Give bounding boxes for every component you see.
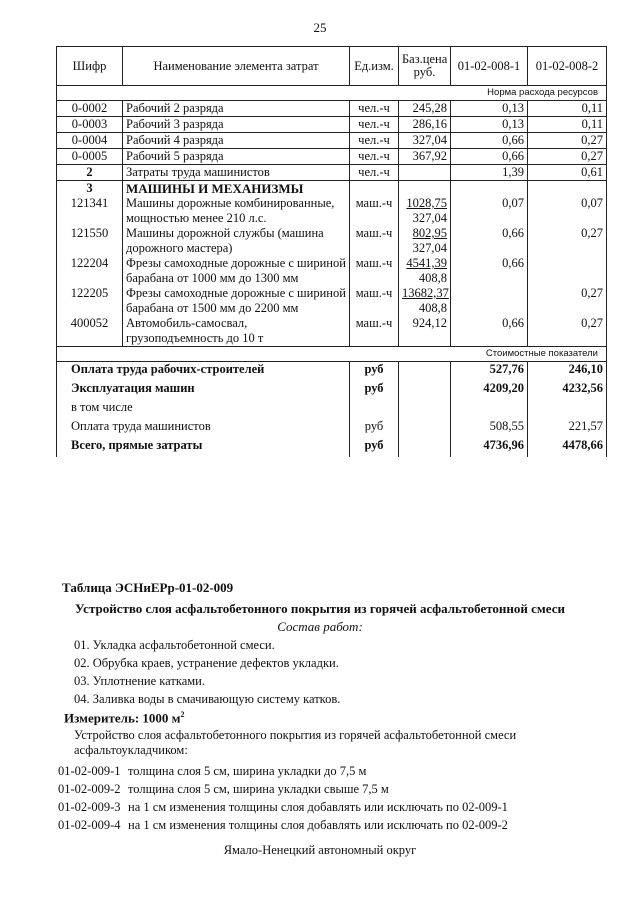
variant-row (58, 818, 508, 833)
table-cell: 0,66 (451, 149, 528, 165)
price-main: 924,12 (412, 316, 447, 330)
table-cell: 0,11 (528, 101, 607, 117)
table-cell: Машины дорожной службы (машина дорожного мастера) (123, 226, 350, 256)
table-row (57, 438, 607, 457)
table-cell: 3 (57, 181, 123, 197)
table-cell: 0,07 (528, 196, 607, 226)
measure-label: Измеритель: 1000 м (64, 710, 181, 726)
table-cell: руб (350, 438, 399, 457)
labor-rows (57, 101, 607, 165)
table-cell: 0-0004 (57, 133, 123, 149)
table-cell (528, 181, 607, 197)
table-cell: 0-0002 (57, 101, 123, 117)
table-title: Таблица ЭСНиЕРр-01-02-009 (62, 580, 234, 595)
header-code: Шифр (57, 47, 123, 86)
section-norms: Норма расхода ресурсов (57, 86, 607, 101)
price-secondary: 327,04 (412, 241, 447, 255)
variant-code: 01-02-009-1 (58, 764, 121, 778)
table-cell: в том числе (57, 400, 350, 419)
table-cell (451, 286, 528, 316)
header-col1: 01-02-008-1 (451, 47, 528, 86)
table-cell: Рабочий 2 разряда (123, 101, 350, 117)
table-cell: Фрезы самоходные дорожные с шириной барабана от 1500 мм до 2200 мм (123, 286, 350, 316)
table-row (57, 117, 607, 133)
table-cell (399, 256, 451, 286)
variant-code: 01-02-009-4 (58, 818, 121, 832)
table-cell: Рабочий 5 разряда (123, 149, 350, 165)
table-cell: 0,66 (451, 256, 528, 286)
work-item: 01. Укладка асфальтобетонной смеси. (74, 638, 275, 652)
price-secondary: 408,8 (418, 271, 447, 285)
table-cell: 0,66 (451, 133, 528, 149)
table-cell: 122204 (57, 256, 123, 286)
table-cell: 0,11 (528, 117, 607, 133)
table-cell: 0,27 (528, 149, 607, 165)
price-secondary: 408,8 (418, 301, 447, 315)
table-cell: 0,27 (528, 133, 607, 149)
table-row (57, 101, 607, 117)
table-row (57, 381, 607, 400)
table-row (57, 286, 607, 316)
work-item: 04. Заливка воды в смачивающую систему катков. (74, 692, 341, 706)
table-cell: 367,92 (399, 149, 451, 165)
table-cell: руб (350, 381, 399, 400)
table-cell: чел.-ч (350, 133, 399, 149)
description: Устройство слоя асфальтобетонного покрытия из горячей асфальтобетонной смеси асфальтоукладчиком: (74, 728, 517, 757)
variant-text: толщина слоя 5 см, ширина укладки до 7,5 м (128, 764, 367, 778)
table-cell: 527,76 (451, 362, 528, 381)
table-cell: 246,10 (528, 362, 607, 381)
table-cell: 0,61 (528, 165, 607, 181)
table-cell (350, 181, 399, 197)
variant-code: 01-02-009-2 (58, 782, 121, 796)
table-cell: 286,16 (399, 117, 451, 133)
machine-rows (57, 196, 607, 347)
work-item: 02. Обрубка краев, устранение дефектов укладки. (74, 656, 339, 670)
price-main: 13682,37 (402, 286, 449, 300)
table-cell: 4736,96 (451, 438, 528, 457)
table-cell: 0-0005 (57, 149, 123, 165)
table-cell: 0,13 (451, 117, 528, 133)
table-cell (399, 438, 451, 457)
table-cell (399, 316, 451, 347)
table-cell (399, 381, 451, 400)
table-cell: чел.-ч (350, 101, 399, 117)
table-cell: 0,27 (528, 226, 607, 256)
table-cell (399, 286, 451, 316)
page-number: 25 (313, 20, 327, 35)
work-item: 03. Уплотнение катками. (74, 674, 205, 688)
table-row (57, 400, 607, 419)
table-cell (399, 400, 451, 419)
table-cell: маш.-ч (350, 286, 399, 316)
table-cell: 122205 (57, 286, 123, 316)
variant-row (58, 764, 366, 779)
price-main: 4541,39 (406, 256, 447, 270)
table-cell: 0,27 (528, 316, 607, 347)
table-cell: 4209,20 (451, 381, 528, 400)
section-cost: Стоимостные показатели (57, 347, 607, 362)
table-cell: Эксплуатация машин (57, 381, 350, 400)
cost-rows (57, 362, 607, 457)
variant-text: толщина слоя 5 см, ширина укладки свыше 7,5 м (128, 782, 389, 796)
price-main: 1028,75 (406, 196, 447, 210)
table-cell: 0,66 (451, 316, 528, 347)
table-cell: 508,55 (451, 419, 528, 438)
table-cell (399, 226, 451, 256)
table-row (57, 362, 607, 381)
table-row (57, 256, 607, 286)
table-cell: чел.-ч (350, 165, 399, 181)
table-cell (350, 400, 399, 419)
table-cell: маш.-ч (350, 256, 399, 286)
machines-header-row (57, 181, 607, 197)
table-cell (399, 196, 451, 226)
table-cell: Затраты труда машинистов (123, 165, 350, 181)
price-main: 802,95 (412, 226, 447, 240)
variant-code: 01-02-009-3 (58, 800, 121, 814)
table-cell: маш.-ч (350, 196, 399, 226)
table-cell: Фрезы самоходные дорожные с шириной барабана от 1000 мм до 1300 мм (123, 256, 350, 286)
table-cell: маш.-ч (350, 226, 399, 256)
table-cell: 4232,56 (528, 381, 607, 400)
table-cell (528, 400, 607, 419)
header-name: Наименование элемента затрат (123, 47, 350, 86)
header-price: Баз.цена руб. (399, 47, 451, 86)
table-row (57, 149, 607, 165)
table-cell: Машины дорожные комбинированные, мощностью менее 210 л.с. (123, 196, 350, 226)
table-cell: Оплата труда машинистов (57, 419, 350, 438)
measure-unit (64, 710, 185, 726)
variant-text: на 1 см изменения толщины слоя добавлять или исключать по 02-009-2 (128, 818, 508, 832)
variant-text: на 1 см изменения толщины слоя добавлять или исключать по 02-009-1 (128, 800, 508, 814)
table-cell: 1,39 (451, 165, 528, 181)
table-row (57, 133, 607, 149)
table-cell: Рабочий 4 разряда (123, 133, 350, 149)
machinist-row (57, 165, 607, 181)
table-cell: 327,04 (399, 133, 451, 149)
variant-row (58, 800, 508, 815)
table-cell: 0-0003 (57, 117, 123, 133)
table-cell (399, 362, 451, 381)
composition-label: Состав работ: (277, 619, 363, 634)
table-cell: Рабочий 3 разряда (123, 117, 350, 133)
table-cell: 121550 (57, 226, 123, 256)
variant-row (58, 782, 389, 797)
table-cell: Автомобиль-самосвал, грузоподъемность до 10 т (123, 316, 350, 347)
table-cell: 4478,66 (528, 438, 607, 457)
table-cell: 121341 (57, 196, 123, 226)
table-row (57, 196, 607, 226)
table-cell: 0,07 (451, 196, 528, 226)
measure-sup: 2 (180, 710, 185, 719)
table-cell (399, 181, 451, 197)
table-cell: чел.-ч (350, 117, 399, 133)
table-cell: 0,27 (528, 286, 607, 316)
table-cell (399, 419, 451, 438)
table-cell: чел.-ч (350, 149, 399, 165)
table-cell: маш.-ч (350, 316, 399, 347)
table-cell: 245,28 (399, 101, 451, 117)
table-header-row (57, 47, 607, 86)
table-cell: МАШИНЫ И МЕХАНИЗМЫ (123, 181, 350, 197)
header-unit: Ед.изм. (350, 47, 399, 86)
table-cell: 2 (57, 165, 123, 181)
footer: Ямало-Ненецкий автономный округ (223, 843, 417, 857)
table-cell (451, 181, 528, 197)
table-cell: 0,66 (451, 226, 528, 256)
table-row (57, 316, 607, 347)
header-col2: 01-02-008-2 (528, 47, 607, 86)
table-cell: 400052 (57, 316, 123, 347)
table-cell (399, 165, 451, 181)
table-row (57, 226, 607, 256)
section-subtitle: Устройство слоя асфальтобетонного покрытия из горячей асфальтобетонной смеси (75, 601, 565, 616)
table-cell: руб (350, 419, 399, 438)
table-cell: Оплата труда рабочих-строителей (57, 362, 350, 381)
table-cell (451, 400, 528, 419)
price-secondary: 327,04 (412, 211, 447, 225)
table-cell: 0,13 (451, 101, 528, 117)
table-cell (528, 256, 607, 286)
resource-cost-table (56, 46, 607, 457)
table-cell: руб (350, 362, 399, 381)
table-row (57, 419, 607, 438)
table-cell: 221,57 (528, 419, 607, 438)
table-cell: Всего, прямые затраты (57, 438, 350, 457)
